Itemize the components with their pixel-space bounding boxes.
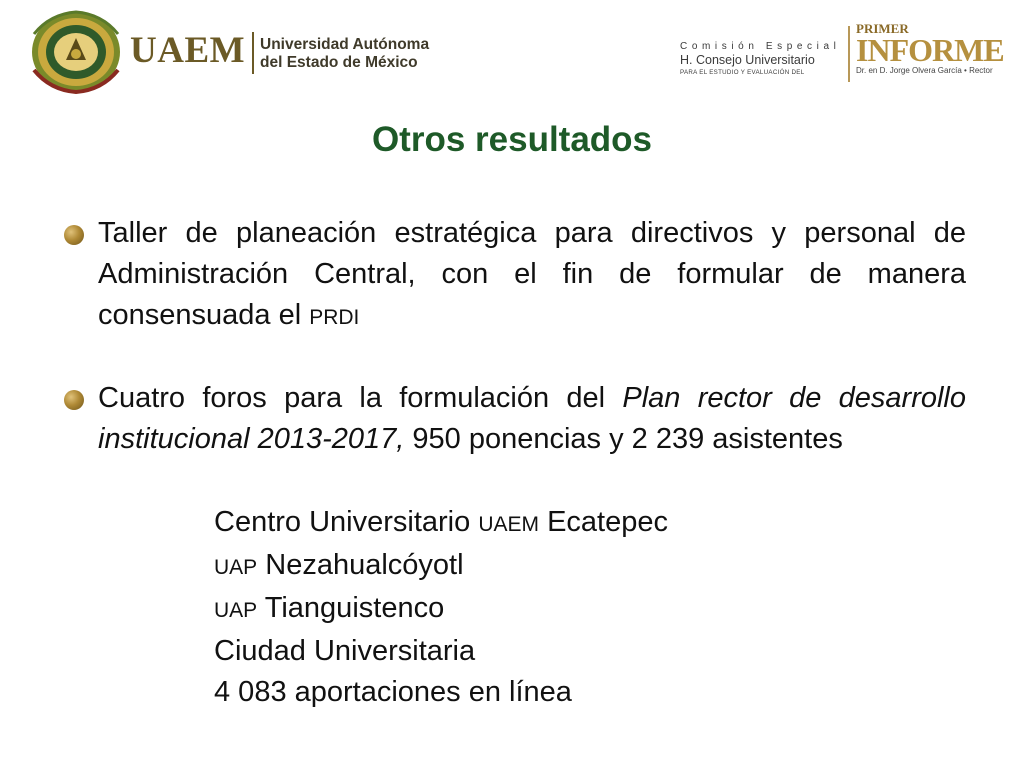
list-item-text: Centro Universitario bbox=[214, 506, 479, 538]
acronym-uaem: UAEM bbox=[478, 513, 540, 536]
list-item bbox=[214, 588, 668, 631]
header bbox=[0, 0, 1024, 100]
informe-primer: PRIMER bbox=[856, 21, 909, 36]
list-item bbox=[214, 545, 668, 588]
university-seal-icon bbox=[30, 10, 122, 94]
slide-title: Otros resultados bbox=[371, 120, 653, 159]
acronym-uap: UAP bbox=[214, 556, 258, 579]
plan-title: Plan rector de desarrollo institucional 2013-2017, bbox=[98, 382, 966, 455]
list-item-text: Tianguistenco bbox=[257, 592, 445, 624]
bullet-text-trail: 950 ponencias y 2 239 asistentes bbox=[404, 423, 843, 455]
foros-list bbox=[214, 502, 668, 713]
list-item-text: Ecatepec bbox=[539, 506, 668, 538]
list-item-text: Nezahualcóyotl bbox=[257, 549, 464, 581]
bullet-text: Taller de planeación estratégica para directivos y personal de Administración Central, con el fin de formular de manera consensuada el bbox=[98, 217, 966, 331]
list-item bbox=[214, 502, 668, 545]
list-item: 4 083 aportaciones en línea bbox=[214, 676, 572, 708]
acronym-prdi: PRDI bbox=[309, 306, 360, 329]
university-name-line1: Universidad Autónoma bbox=[260, 36, 430, 53]
bullet-item-foros bbox=[98, 378, 966, 460]
bullet-dot-icon bbox=[64, 225, 84, 245]
university-name bbox=[260, 36, 429, 72]
bullet-dot-icon bbox=[64, 390, 84, 410]
comision-line1: Comisión Especial bbox=[680, 41, 841, 52]
acronym-uap: UAP bbox=[214, 599, 258, 622]
informe-rector: Dr. en D. Jorge Olvera García • Rector bbox=[856, 66, 993, 75]
comision-block bbox=[680, 41, 840, 77]
comision-line2: H. Consejo Universitario bbox=[680, 53, 815, 67]
header-divider bbox=[252, 32, 254, 74]
informe-divider bbox=[848, 26, 850, 82]
comision-line3: PARA EL ESTUDIO Y EVALUACIÓN DEL bbox=[680, 69, 805, 76]
bullet-text-lead: Cuatro foros para la formulación del bbox=[98, 382, 623, 414]
list-item: Ciudad Universitaria bbox=[214, 635, 476, 667]
informe-logo bbox=[856, 22, 1016, 77]
university-name-line2: del Estado de México bbox=[260, 54, 418, 71]
uaem-wordmark: UAEM bbox=[130, 30, 246, 71]
bullet-item-taller bbox=[98, 213, 966, 338]
informe-title: INFORME bbox=[856, 32, 1004, 68]
